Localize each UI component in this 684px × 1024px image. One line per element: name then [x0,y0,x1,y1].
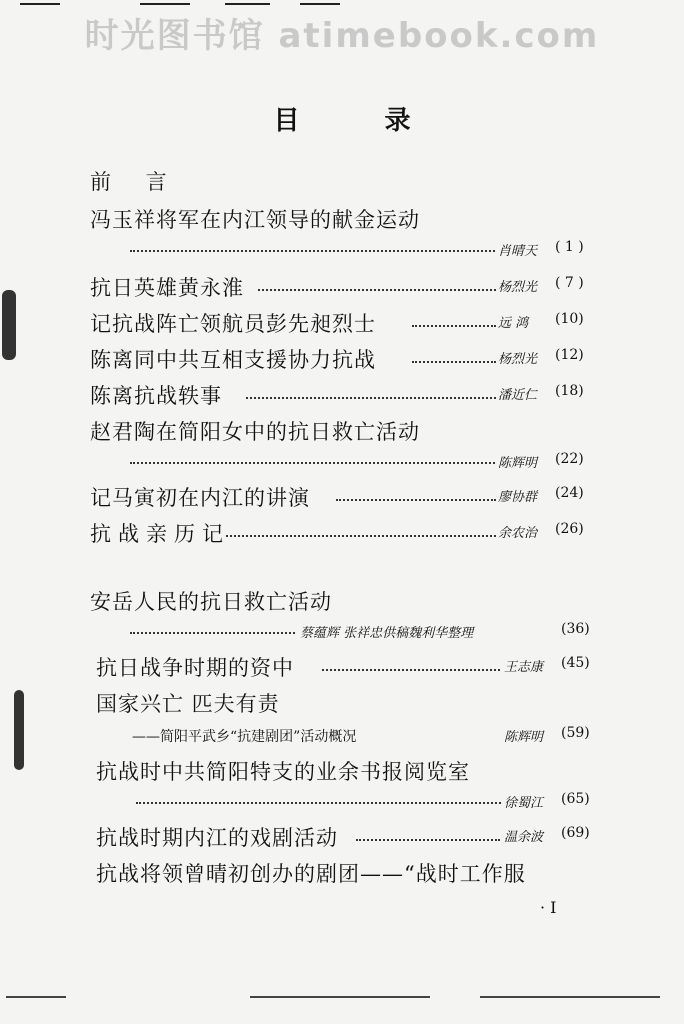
toc-entry-author: 余农治 [498,526,538,541]
toc-entry-page: ( 1 ) [555,239,584,255]
leader-dots [246,397,496,399]
toc-entry-title: 抗战将领曾晴初创办的剧团——“战时工作服 [96,862,526,886]
bottom-edge-mark [480,996,660,998]
toc-entry-title: 抗战时期内江的戏剧活动 [96,826,338,850]
toc-entry-author: 蔡蕴辉 张祥忠供稿魏利华整理 [300,626,474,641]
toc-entry-author: 廖协群 [498,490,538,505]
toc-entry-author: 陈辉明 [504,730,544,745]
toc-entry-title: 陈离同中共互相支援协力抗战 [90,348,376,372]
leader-dots [130,250,495,252]
toc-entry-page: (59) [561,725,590,741]
toc-entry-title: 抗战时中共简阳特支的业余书报阅览室 [96,760,470,784]
toc-entry-page: (22) [555,451,584,467]
leader-dots [136,802,501,804]
top-edge-marks [0,0,684,6]
toc-entry-title: 冯玉祥将军在内江领导的献金运动 [90,208,420,232]
toc-entry-title: 国家兴亡 匹夫有责 [96,692,280,716]
leader-dots [336,499,496,501]
toc-entry-page: (10) [555,311,584,327]
toc-entry-author: 潘近仁 [498,388,538,403]
toc-entry-title: 抗日英雄黄永淮 [90,276,244,300]
toc-entry-page: (65) [561,791,590,807]
toc-entry-author: 杨烈光 [498,352,538,367]
toc-entry-author: 徐蜀江 [504,796,544,811]
toc-entry-subtitle: ——简阳平武乡“抗建剧团”活动概况 [132,729,357,745]
toc-entry-title: 记马寅初在内江的讲演 [90,486,310,510]
leader-dots [356,839,500,841]
toc-entry-title: 陈离抗战轶事 [90,384,222,408]
toc-entry-author: 杨烈光 [498,280,538,295]
bottom-edge-mark [250,996,430,998]
toc-entry-title: 安岳人民的抗日救亡活动 [90,590,332,614]
toc-entry-author: 王志康 [504,660,544,675]
toc-entry-author: 肖晴天 [498,244,538,259]
leader-dots [258,289,496,291]
leader-dots [322,669,500,671]
toc-entry-page: (69) [561,825,590,841]
toc-entry-author: 远 鸿 [498,316,529,331]
watermark: 时光图书馆 atimebook.com [84,16,600,56]
toc-entry-author: 陈辉明 [498,456,538,471]
toc-entry-page: (18) [555,383,584,399]
page-title: 目 录 [273,106,449,136]
binding-mark [2,290,16,360]
toc-entry-page: (26) [555,521,584,537]
leader-dots [130,632,295,634]
toc-entry-title: 抗战亲历记 [90,522,230,546]
leader-dots [226,535,496,537]
binding-mark [14,690,24,770]
preface-entry: 前 言 [90,170,181,194]
toc-entry-page: (45) [561,655,590,671]
leader-dots [130,462,495,464]
toc-entry-page: ( 7 ) [555,275,584,291]
toc-entry-page: (36) [561,621,590,637]
toc-entry-author: 温余波 [504,830,544,845]
page-number: · I [540,898,557,917]
toc-entry-title: 抗日战争时期的资中 [96,656,294,680]
toc-entry-title: 记抗战阵亡领航员彭先昶烈士 [90,312,376,336]
toc-entry-title: 赵君陶在简阳女中的抗日救亡活动 [90,420,420,444]
bottom-edge-mark [6,996,66,998]
toc-entry-page: (24) [555,485,584,501]
leader-dots [412,325,496,327]
toc-entry-page: (12) [555,347,584,363]
leader-dots [412,361,496,363]
